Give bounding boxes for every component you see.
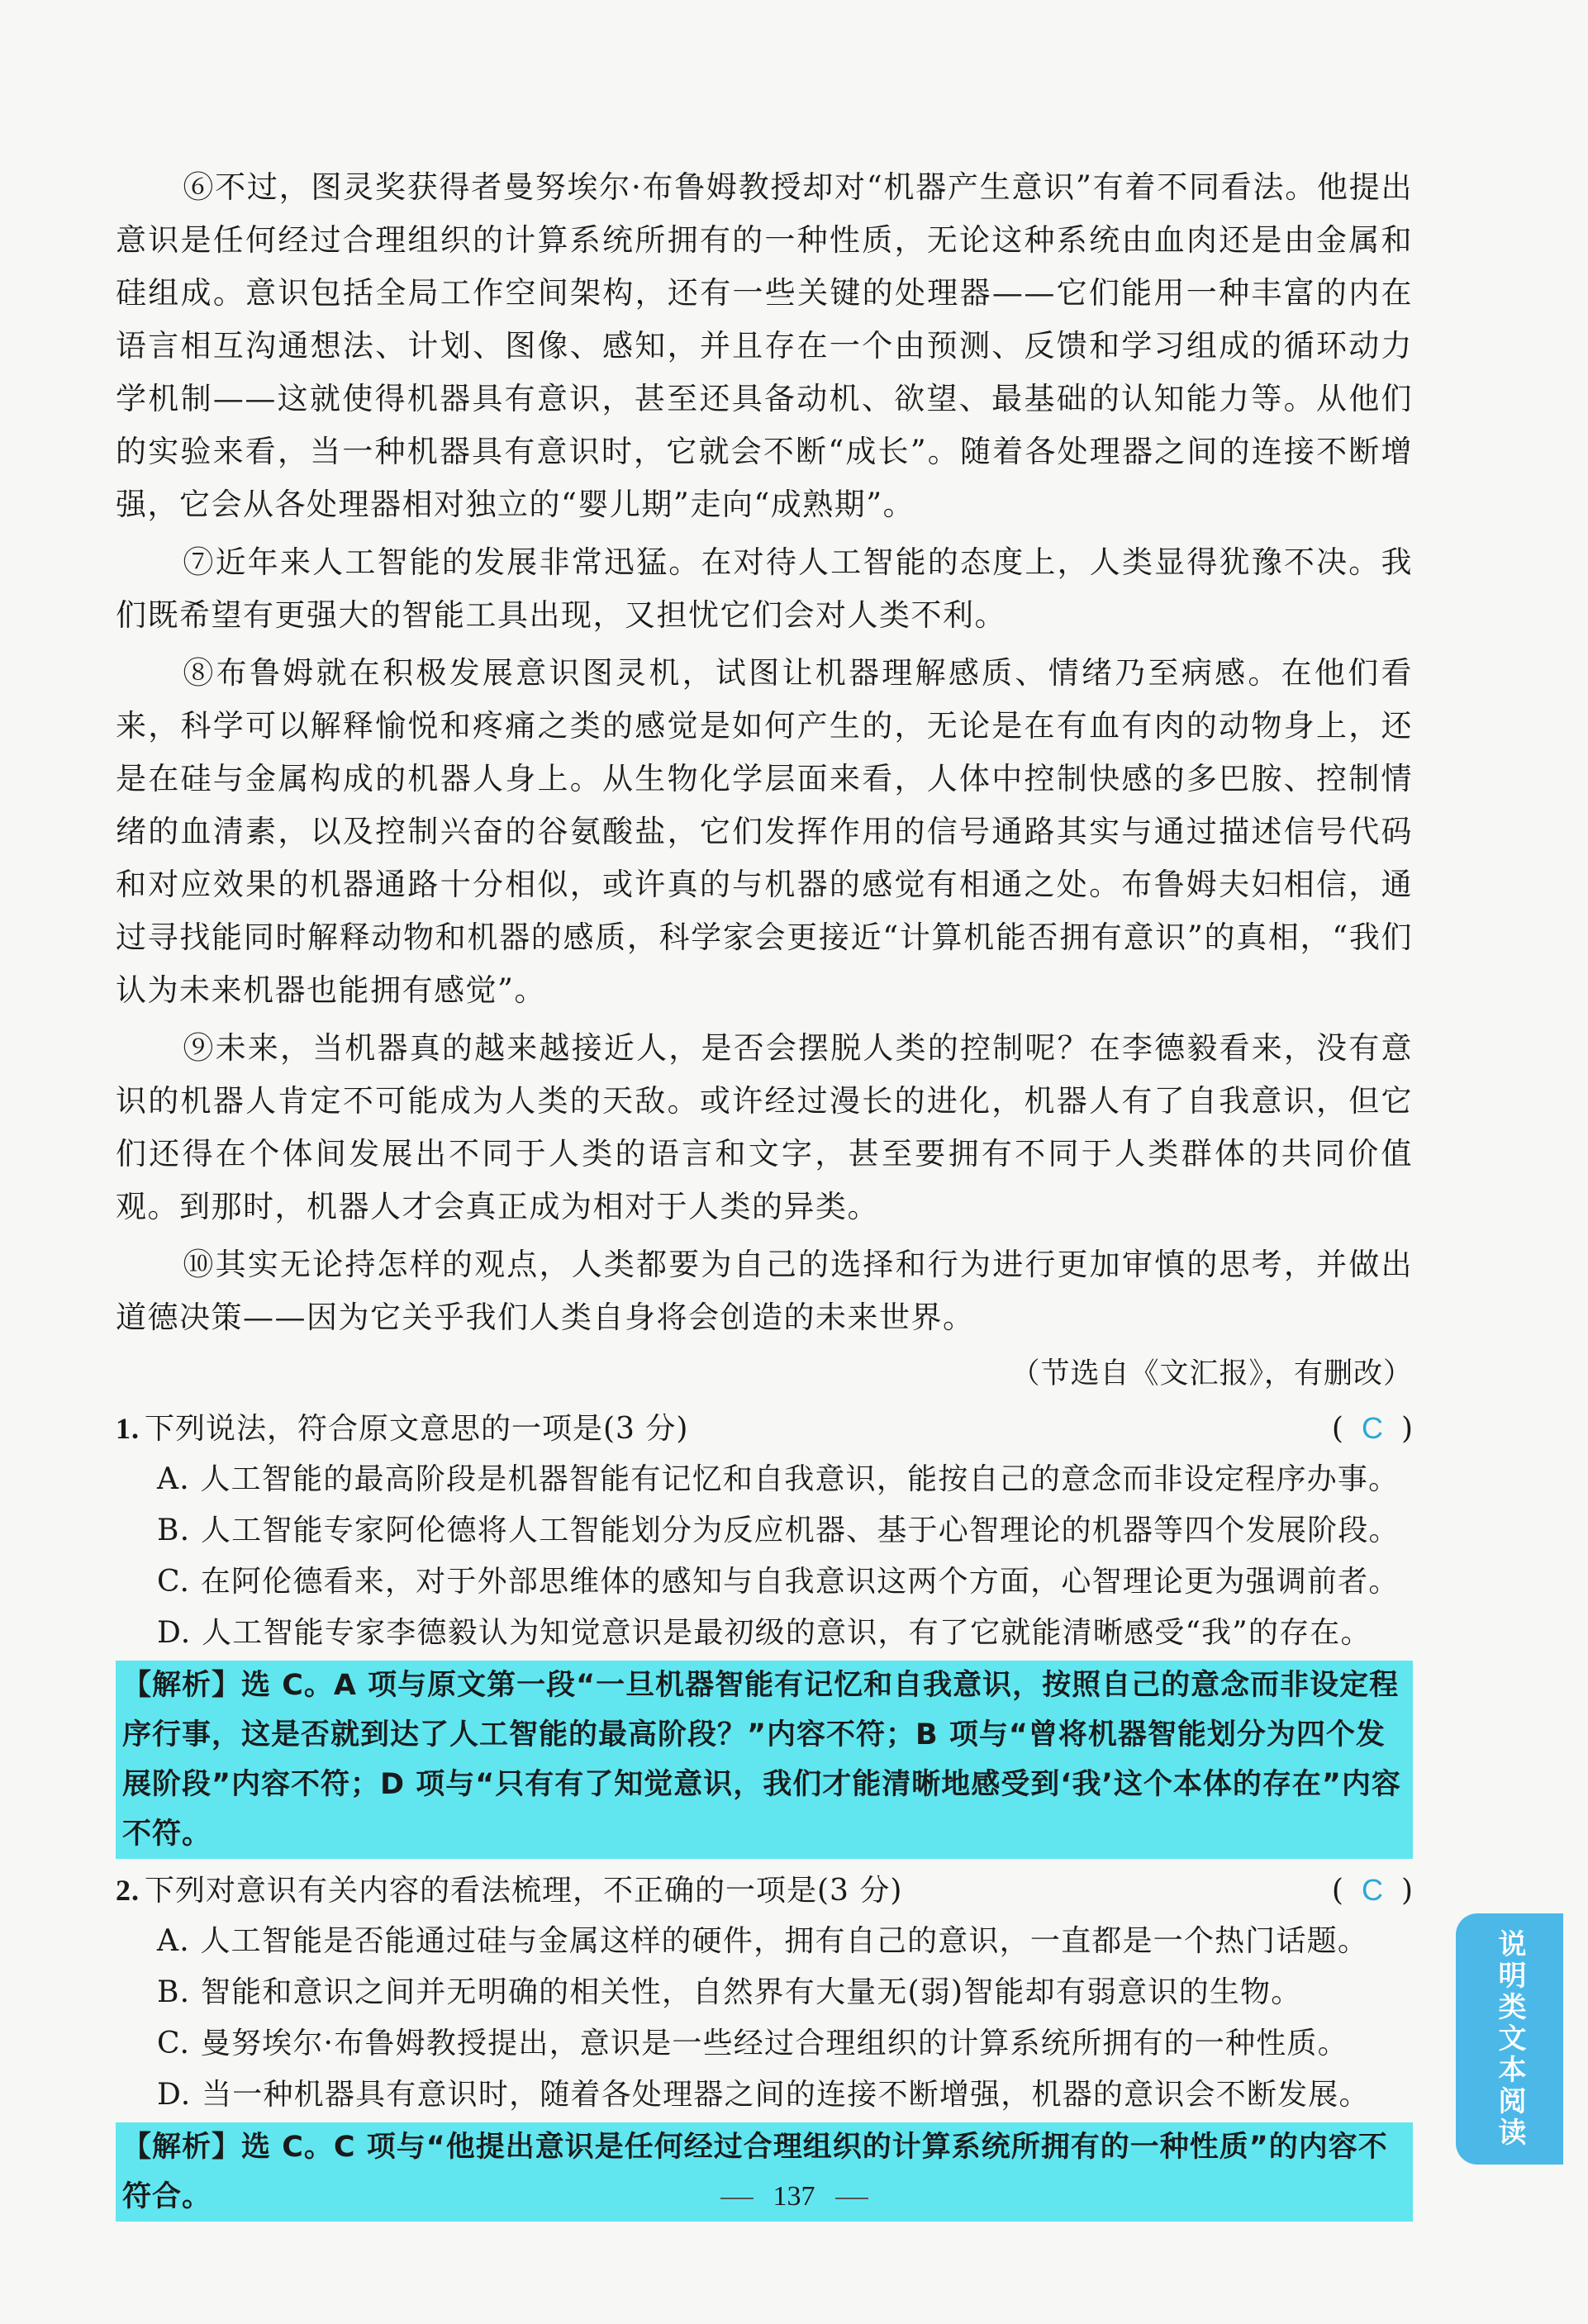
question-text: [116, 1865, 902, 1916]
page-number-text: 137: [773, 2181, 815, 2212]
question-stem-text: 下列对意识有关内容的看法梳理，不正确的一项是(3 分): [145, 1874, 903, 1908]
option-b: B. 人工智能专家阿伦德将人工智能划分为反应机器、基于心智理论的机器等四个发展阶段。: [157, 1514, 1400, 1547]
option-d: D. 人工智能专家李德毅认为知觉意识是最初级的意识，有了它就能清晰感受“我”的存在。: [157, 1616, 1372, 1650]
page-number-dash-right: [835, 2198, 868, 2199]
option-c: C. 在阿伦德看来，对于外部思维体的感知与自我意识这两个方面，心智理论更为强调前者。: [157, 1565, 1400, 1599]
option-a: A. 人工智能是否能通过硅与金属这样的硬件，拥有自己的意识，一直都是一个热门话题。: [157, 1924, 1369, 1958]
option-b: B. 智能和意识之间并无明确的相关性，自然界有大量无(弱)智能却有弱意识的生物。: [157, 1975, 1302, 2009]
question-stem: [116, 1404, 1413, 1454]
answer-letter: C: [1361, 1411, 1383, 1445]
paragraph-10: ⑩其实无论持怎样的观点，人类都要为自己的选择和行为进行更加审慎的思考，并做出道德决策——因为它关乎我们人类自身将会创造的未来世界。: [116, 1247, 1413, 1335]
question-1: [116, 1404, 1413, 1859]
answer-bracket: ( C ): [1331, 1411, 1413, 1446]
page-number-dash-left: [720, 2198, 754, 2199]
question-stem-text: 下列说法，符合原文意思的一项是(3 分): [145, 1412, 689, 1446]
page-content: [116, 161, 1413, 2228]
paragraph-6: ⑥不过，图灵奖获得者曼努埃尔·布鲁姆教授却对“机器产生意识”有着不同看法。他提出意识是任何经过合理组织的计算系统所拥有的一种性质，无论这种系统由血肉还是由金属和硅组成。意识包括全局工作空间架构，还有一些关键的处理器——它们能用一种丰富的内在语言相互沟通想法、计划、图像、感知，并且存在一个由预测、反馈和学习组成的循环动力学机制——这就使得机器具有意识，甚至还具备动机、欲望、最基础的认知能力等。从他们的实验来看，当一种机器具有意识时，它就会不断“成长”。随着各处理器之间的连接不断增强，它会从各处理器相对独立的“婴儿期”走向“成熟期”。: [116, 169, 1413, 522]
answer-bracket: ( C ): [1331, 1873, 1413, 1908]
option-d: D. 当一种机器具有意识时，随着各处理器之间的连接不断增强，机器的意识会不断发展。: [157, 2078, 1370, 2112]
source-citation: （节选自《文汇报》，有删改）: [1010, 1357, 1413, 1390]
analysis-tag: 【解析】: [122, 1669, 242, 1702]
question-text: [116, 1404, 688, 1454]
question-stem: [116, 1865, 1413, 1916]
question-number: 1.: [116, 1412, 140, 1445]
analysis-text: 选 C。A 项与原文第一段“一旦机器智能有记忆和自我意识，按照自己的意念而非设定程序行事，这是否就到达了人工智能的最高阶段？”内容不符；B 项与“曾将机器智能划分为四个发展阶段”内容不符；D 项与“只有有了知觉意识，我们才能清晰地感受到‘我’这个本体的存在”内容不符。: [122, 1669, 1401, 1851]
paragraph-7: ⑦近年来人工智能的发展非常迅猛。在对待人工智能的态度上，人类显得犹豫不决。我们既希望有更强大的智能工具出现，又担忧它们会对人类不利。: [116, 544, 1413, 633]
paragraph-8: ⑧布鲁姆就在积极发展意识图灵机，试图让机器理解感质、情绪乃至病感。在他们看来，科学可以解释愉悦和疼痛之类的感觉是如何产生的，无论是在有血有肉的动物身上，还是在硅与金属构成的机器人身上。从生物化学层面来看，人体中控制快感的多巴胺、控制情绪的血清素，以及控制兴奋的谷氨酸盐，它们发挥作用的信号通路其实与通过描述信号代码和对应效果的机器通路十分相似，或许真的与机器的感觉有相通之处。布鲁姆夫妇相信，通过寻找能同时解释动物和机器的感质，科学家会更接近“计算机能否拥有意识”的真相，“我们认为未来机器也能拥有感觉”。: [116, 655, 1413, 1008]
analysis-text: 选 C。C 项与“他提出意识是任何经过合理组织的计算系统所拥有的一种性质”的内容不符合。: [122, 2131, 1388, 2213]
paragraph-9: ⑨未来，当机器真的越来越接近人，是否会摆脱人类的控制呢？在李德毅看来，没有意识的机器人肯定不可能成为人类的天敌。或许经过漫长的进化，机器人有了自我意识，但它们还得在个体间发展出不同于人类的语言和文字，甚至要拥有不同于人类群体的共同价值观。到那时，机器人才会真正成为相对于人类的异类。: [116, 1030, 1413, 1224]
answer-letter: C: [1361, 1873, 1383, 1907]
question-number: 2.: [116, 1874, 140, 1907]
option-c: C. 曼努埃尔·布鲁姆教授提出，意识是一些经过合理组织的计算系统所拥有的一种性质。: [157, 2027, 1348, 2060]
section-side-tab: 说明类文本阅读: [1456, 1913, 1563, 2165]
option-a: A. 人工智能的最高阶段是机器智能有记忆和自我意识，能按自己的意念而非设定程序办事。: [157, 1462, 1400, 1496]
analysis-tag: 【解析】: [122, 2131, 242, 2164]
analysis-block: [116, 1661, 1413, 1859]
question-2: [116, 1865, 1413, 2222]
page-number: [0, 2181, 1588, 2212]
